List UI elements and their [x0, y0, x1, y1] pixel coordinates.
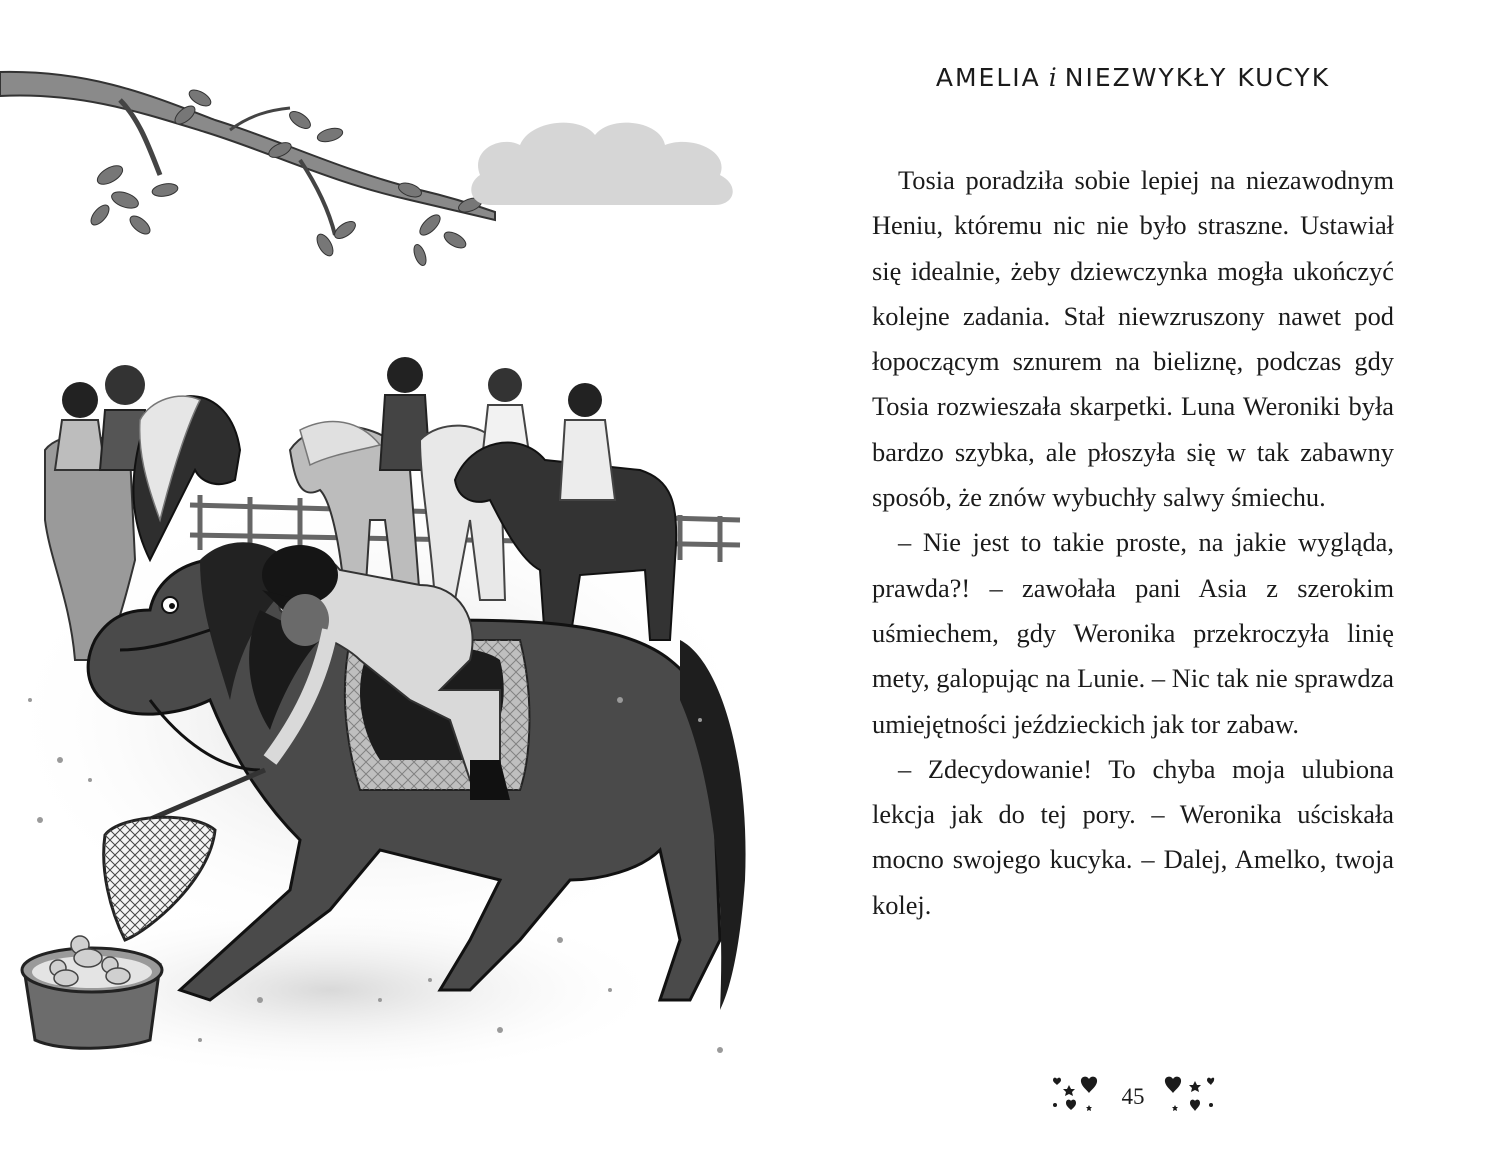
- bucket-with-ducks: [22, 936, 162, 1048]
- running-header: [872, 63, 1394, 92]
- page-number: 45: [1121, 1084, 1145, 1109]
- hearts-stars-left-icon: [1051, 1075, 1103, 1119]
- paragraph: Tosia poradziła sobie lepiej na niezawodnym Heniu, któremu nic nie było straszne. Ustawiał się idealnie, żeby dziewczynka mogła ukończyć kolejne zadania. Stał niewzruszony nawet pod łopoczącym sznurem na bieliznę, podczas gdy Tosia rozwieszała skarpetki. Luna Weroniki była bardzo szybka, ale płoszyła się w tak zabawny sposób, że znów wybuchły salwy śmiechu.: [872, 165, 1394, 513]
- tree-branch: [0, 72, 495, 267]
- text-page: [872, 0, 1394, 1169]
- running-header-title-part1: AMELIA: [935, 63, 1041, 92]
- hearts-stars-right-icon: [1163, 1075, 1215, 1119]
- running-header-title-part2: NIEZWYKŁY KUCYK: [1064, 63, 1331, 92]
- paragraph: – Zdecydowanie! To chyba moja ulubiona lekcja jak do tej pory. – Weronika uściskała mocno swojego kucyka. – Dalej, Amelko, twoja kolej.: [872, 753, 1394, 920]
- cloud: [471, 123, 732, 205]
- page-footer: [872, 1075, 1394, 1119]
- paragraph: – Nie jest to takie proste, na jakie wygląda, prawda?! – zawołała pani Asia z szerokim uśmiechem, gdy Weronika przekroczyła linię mety, galopując na Lunie. – Nic tak nie sprawdza umiejętności jeździeckich jak tor zabaw.: [872, 527, 1394, 739]
- running-header-conjunction: i: [1048, 63, 1057, 92]
- body-text: [872, 158, 1394, 928]
